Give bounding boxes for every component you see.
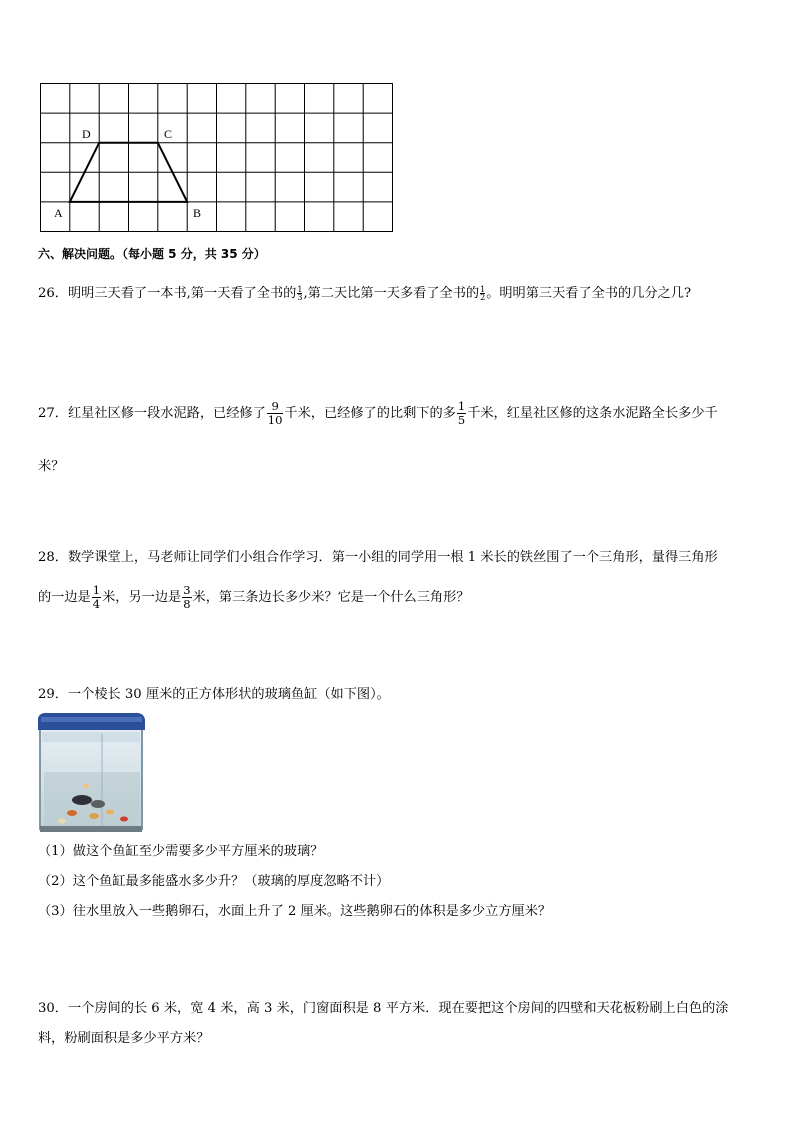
q26-number: 26． bbox=[38, 286, 68, 301]
question-26 bbox=[38, 285, 691, 303]
section-title: 六、解决问题。（每小题 5 分，共 35 分） bbox=[38, 247, 266, 261]
q26-text-a: 明明三天看了一本书,第一天看了全书的 bbox=[67, 286, 297, 301]
q27-fraction-2: $\frac{1}{5}$ bbox=[457, 399, 466, 427]
fish-tank-image bbox=[38, 712, 146, 832]
q28-fraction-1: $\frac{1}{4}$ bbox=[92, 583, 101, 611]
q28-text-b: 的一边是 bbox=[38, 590, 91, 605]
question-29 bbox=[38, 686, 390, 704]
q28-line-2 bbox=[38, 584, 469, 611]
q27-fraction-1: $\frac{9}{10}$ bbox=[267, 399, 283, 427]
q29-number: 29． bbox=[38, 687, 68, 702]
q27-text-b: 千米，已经修了的比剩下的多 bbox=[284, 406, 456, 421]
q30-text-a: 一个房间的长 6 米，宽 4 米，高 3 米，门窗面积是 8 平方米．现在要把这个房间的四壁和天花板粉刷上白色的涂 bbox=[67, 1001, 729, 1016]
grid-lines bbox=[41, 84, 393, 232]
trapezoid-grid-figure bbox=[38, 82, 396, 236]
q28-line-1 bbox=[38, 549, 718, 567]
q28-fraction-2: $\frac{3}{8}$ bbox=[183, 583, 191, 611]
label-d: D bbox=[82, 127, 91, 141]
q27-text-c: 千米，红星社区修的这条水泥路全长多少千 bbox=[467, 406, 718, 421]
q28-text-d: 米，第三条边长多少米？它是一个什么三角形？ bbox=[192, 590, 470, 605]
label-c: C bbox=[164, 127, 173, 141]
label-a: A bbox=[54, 206, 63, 220]
q28-text-c: 米，另一边是 bbox=[102, 590, 182, 605]
q29-text: 一个棱长 30 厘米的正方体形状的玻璃鱼缸（如下图）。 bbox=[67, 687, 390, 702]
q30-number: 30． bbox=[38, 1001, 68, 1016]
q26-fraction-2: $\frac{1}{2}$ bbox=[480, 285, 486, 302]
q26-text-c: 。明明第三天看了全书的几分之几? bbox=[486, 286, 692, 301]
q27-text-a: 红星社区修一段水泥路，已经修了 bbox=[67, 406, 266, 421]
q28-text-a: 数学课堂上，马老师让同学们小组合作学习．第一小组的同学用一根 1 米长的铁丝围了一个三角形，量得三角形 bbox=[67, 550, 718, 565]
q27-text-d: 米？ bbox=[38, 459, 65, 474]
q29-sub-3: （3）往水里放入一些鹅卵石，水面上升了 2 厘米。这些鹅卵石的体积是多少立方厘米？ bbox=[38, 904, 552, 919]
q28-number: 28． bbox=[38, 550, 68, 565]
q27-number: 27． bbox=[38, 406, 68, 421]
q29-sub-2: （2）这个鱼缸最多能盛水多少升？（玻璃的厚度忽略不计） bbox=[38, 874, 390, 889]
q26-fraction-1: $\frac{1}{3}$ bbox=[297, 285, 303, 302]
q30-text-b: 料，粉刷面积是多少平方米？ bbox=[38, 1031, 210, 1046]
q30-line-1 bbox=[38, 1000, 729, 1018]
q29-sub-1: （1）做这个鱼缸至少需要多少平方厘米的玻璃？ bbox=[38, 844, 324, 859]
question-27 bbox=[38, 400, 718, 427]
label-b: B bbox=[193, 206, 202, 220]
q26-text-b: ,第二天比第一天多看了全书的 bbox=[303, 286, 480, 301]
